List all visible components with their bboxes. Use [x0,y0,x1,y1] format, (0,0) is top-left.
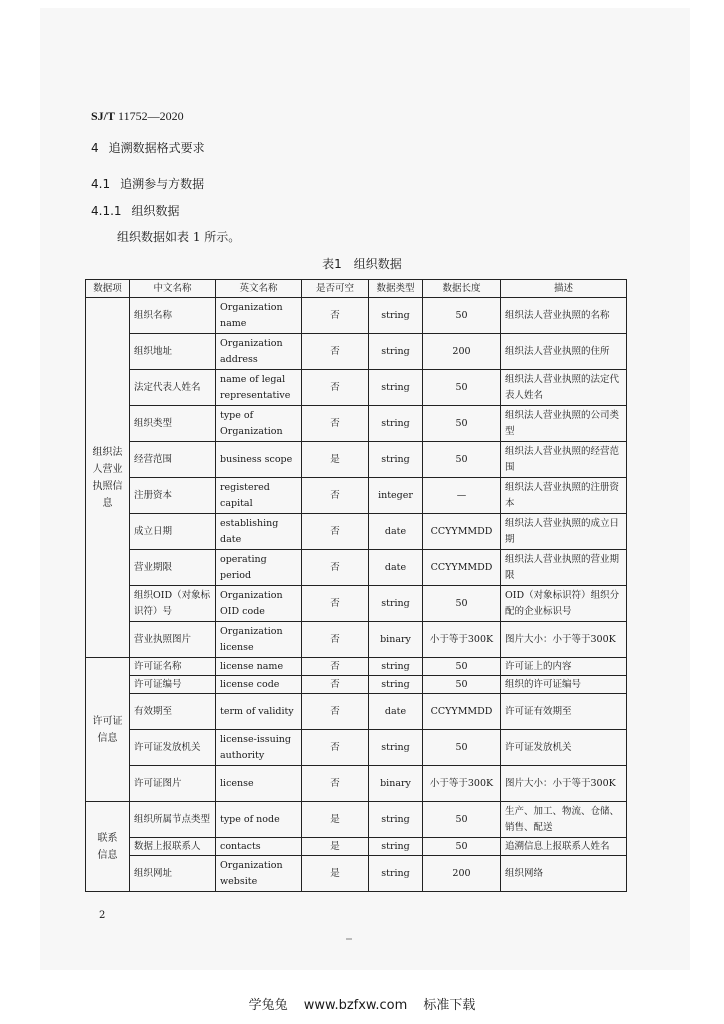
cell-en-name: Organization OID code [216,586,302,622]
cell-nullable: 否 [302,694,369,730]
cell-nullable: 是 [302,442,369,478]
cell-data-type: string [369,442,423,478]
cell-en-name: license-issuing authority [216,730,302,766]
cell-nullable: 否 [302,370,369,406]
cell-length: 50 [423,442,501,478]
cell-nullable: 否 [302,766,369,802]
cell-data-type: binary [369,622,423,658]
cell-cn-name: 许可证编号 [130,676,216,694]
cell-nullable: 否 [302,658,369,676]
cell-length: 50 [423,838,501,856]
cell-length: CCYYMMDD [423,550,501,586]
cell-description: 组织法人营业执照的法定代表人姓名 [501,370,627,406]
cell-length: 50 [423,406,501,442]
cell-length: 200 [423,334,501,370]
cell-cn-name: 组织OID（对象标识符）号 [130,586,216,622]
cell-nullable: 否 [302,586,369,622]
col-header-length: 数据长度 [423,280,501,298]
cell-length: 50 [423,676,501,694]
table-row [86,676,627,694]
col-header-cn-name: 中文名称 [130,280,216,298]
cell-en-name: type of Organization [216,406,302,442]
cell-en-name: Organization address [216,334,302,370]
cell-nullable: 是 [302,802,369,838]
col-header-item: 数据项 [86,280,130,298]
cell-length: CCYYMMDD [423,514,501,550]
cell-cn-name: 组织所属节点类型 [130,802,216,838]
col-header-data-type: 数据类型 [369,280,423,298]
cell-en-name: Organization license [216,622,302,658]
cell-en-name: contacts [216,838,302,856]
cell-description: 组织法人营业执照的名称 [501,298,627,334]
standard-code-number: 11752—2020 [118,109,184,123]
scan-mark [346,938,352,940]
table-row [86,442,627,478]
cell-cn-name: 许可证图片 [130,766,216,802]
cell-description: 图片大小：小于等于300K [501,766,627,802]
cell-cn-name: 组织名称 [130,298,216,334]
cell-data-type: string [369,658,423,676]
cell-description: 组织法人营业执照的经营范围 [501,442,627,478]
table-header-row [86,280,627,298]
table-row [86,586,627,622]
cell-description: 许可证有效期至 [501,694,627,730]
cell-description: 组织法人营业执照的公司类型 [501,406,627,442]
cell-description: 生产、加工、物流、仓储、销售、配送 [501,802,627,838]
table-row [86,838,627,856]
cell-description: 组织法人营业执照的成立日期 [501,514,627,550]
cell-en-name: term of validity [216,694,302,730]
cell-data-type: integer [369,478,423,514]
group-name-cell: 许可证 信息 [86,658,130,802]
cell-en-name: license name [216,658,302,676]
section-number: 4 [91,141,99,155]
cell-en-name: business scope [216,442,302,478]
cell-description: 组织网络 [501,856,627,892]
intro-paragraph: 组织数据如表 1 所示。 [117,230,241,244]
cell-en-name: Organization website [216,856,302,892]
cell-en-name: Organization name [216,298,302,334]
cell-en-name: registered capital [216,478,302,514]
cell-length: 小于等于300K [423,622,501,658]
cell-cn-name: 营业期限 [130,550,216,586]
cell-nullable: 否 [302,478,369,514]
cell-description: OID（对象标识符）组织分配的企业标识号 [501,586,627,622]
organization-data-table [85,279,627,892]
cell-description: 组织法人营业执照的营业期限 [501,550,627,586]
table-row [86,802,627,838]
cell-length: 200 [423,856,501,892]
cell-description: 组织的许可证编号 [501,676,627,694]
cell-data-type: string [369,298,423,334]
cell-cn-name: 组织类型 [130,406,216,442]
cell-length: 小于等于300K [423,766,501,802]
cell-en-name: type of node [216,802,302,838]
cell-nullable: 否 [302,514,369,550]
table-row [86,478,627,514]
cell-data-type: binary [369,766,423,802]
col-header-description: 描述 [501,280,627,298]
table-row [86,370,627,406]
cell-cn-name: 数据上报联系人 [130,838,216,856]
group-name-cell: 联系 信息 [86,802,130,892]
section-title: 追溯参与方数据 [120,177,205,191]
cell-description: 组织法人营业执照的住所 [501,334,627,370]
table-row [86,856,627,892]
cell-cn-name: 许可证名称 [130,658,216,676]
cell-data-type: string [369,370,423,406]
cell-nullable: 是 [302,856,369,892]
cell-cn-name: 组织网址 [130,856,216,892]
cell-data-type: string [369,406,423,442]
cell-cn-name: 经营范围 [130,442,216,478]
cell-data-type: string [369,838,423,856]
cell-length: 50 [423,370,501,406]
cell-description: 许可证发放机关 [501,730,627,766]
cell-description: 组织法人营业执照的注册资本 [501,478,627,514]
table-row [86,406,627,442]
cell-cn-name: 注册资本 [130,478,216,514]
table-row [86,658,627,676]
cell-en-name: operating period [216,550,302,586]
table-row [86,298,627,334]
table-row [86,334,627,370]
cell-length: 50 [423,658,501,676]
cell-cn-name: 法定代表人姓名 [130,370,216,406]
cell-length: 50 [423,730,501,766]
cell-length: CCYYMMDD [423,694,501,730]
cell-cn-name: 组织地址 [130,334,216,370]
cell-cn-name: 成立日期 [130,514,216,550]
cell-en-name: license code [216,676,302,694]
cell-data-type: string [369,730,423,766]
cell-data-type: date [369,514,423,550]
section-heading-4-1 [91,175,204,192]
section-heading-4-1-1 [91,202,180,219]
footer-slogan: 标准下载 [423,998,476,1013]
cell-length: 50 [423,802,501,838]
cell-cn-name: 营业执照图片 [130,622,216,658]
table-row [86,550,627,586]
table-row [86,694,627,730]
section-title: 组织数据 [131,204,180,218]
cell-cn-name: 有效期至 [130,694,216,730]
group-name-cell: 组织法 人营业 执照信 息 [86,298,130,658]
table-row [86,514,627,550]
cell-en-name: establishing date [216,514,302,550]
cell-nullable: 否 [302,622,369,658]
section-title: 追溯数据格式要求 [108,141,205,155]
standard-code [91,109,184,124]
section-heading-4 [91,139,205,156]
cell-data-type: date [369,550,423,586]
table-caption: 表1 组织数据 [322,257,402,271]
cell-data-type: string [369,676,423,694]
standard-code-prefix: SJ/T [91,109,116,123]
cell-length: 50 [423,586,501,622]
footer [0,994,724,1013]
cell-length: — [423,478,501,514]
footer-site-name: 学兔兔 [248,998,288,1013]
cell-description: 许可证上的内容 [501,658,627,676]
col-header-en-name: 英文名称 [216,280,302,298]
cell-length: 50 [423,298,501,334]
table-row [86,622,627,658]
cell-en-name: license [216,766,302,802]
cell-data-type: date [369,694,423,730]
table-row [86,730,627,766]
cell-nullable: 否 [302,730,369,766]
cell-data-type: string [369,802,423,838]
cell-nullable: 否 [302,406,369,442]
cell-nullable: 否 [302,298,369,334]
col-header-nullable: 是否可空 [302,280,369,298]
cell-nullable: 否 [302,334,369,370]
section-number: 4.1.1 [91,204,122,218]
cell-cn-name: 许可证发放机关 [130,730,216,766]
cell-data-type: string [369,334,423,370]
cell-en-name: name of legal representative [216,370,302,406]
cell-description: 图片大小：小于等于300K [501,622,627,658]
cell-data-type: string [369,586,423,622]
table-row [86,766,627,802]
cell-description: 追溯信息上报联系人姓名 [501,838,627,856]
page-number: 2 [99,910,106,921]
cell-nullable: 是 [302,838,369,856]
footer-url[interactable]: www.bzfxw.com [303,998,408,1013]
cell-data-type: string [369,856,423,892]
section-number: 4.1 [91,177,111,191]
cell-nullable: 否 [302,676,369,694]
cell-nullable: 否 [302,550,369,586]
